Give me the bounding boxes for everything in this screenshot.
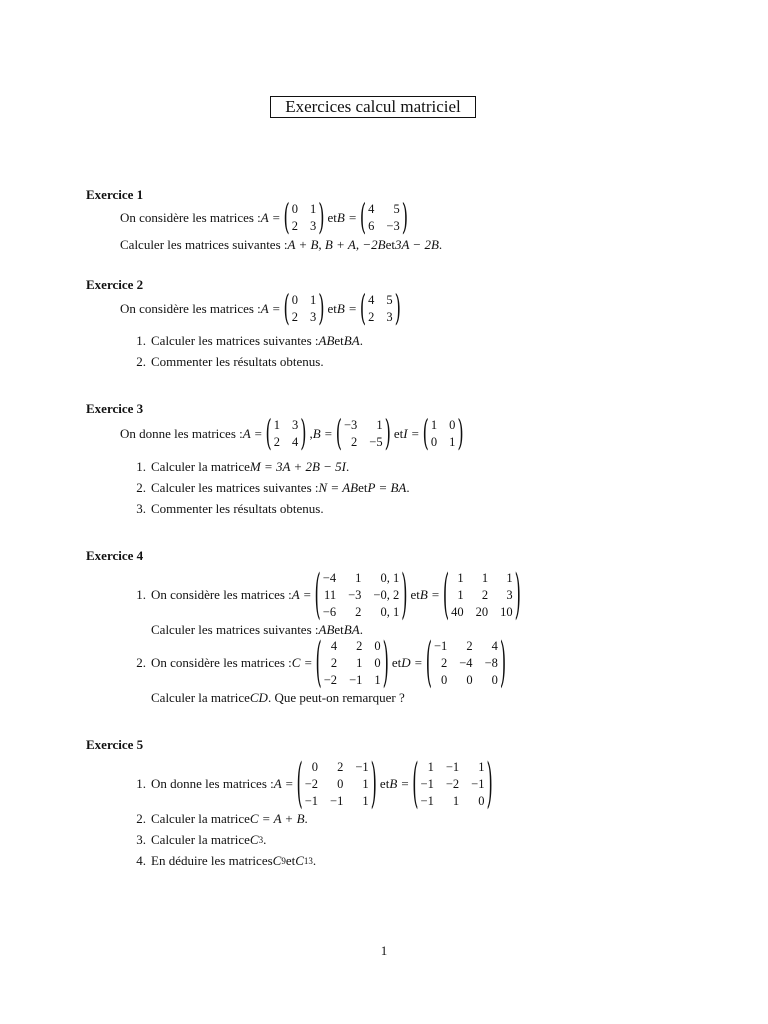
exercise-4-item-1: 1. On considère les matrices : A = ( −4 1 0, 1 11 −3 −0, 2 −6 2 0, 1 ) et B = ( 1 1 1 1 2 3 40 20 10 ) xyxy=(136,561,521,626)
matrix-cell: −4 xyxy=(459,655,473,670)
exercise-2-item-1: 1. Calculer les matrices suivantes : AB et BA . xyxy=(136,333,363,348)
exercise-3-item-1: 1. Calculer la matrice M = 3A + 2B − 5I . xyxy=(136,459,350,474)
exercise-3-item-3: 3. Commenter les résultats obtenus. xyxy=(136,501,324,516)
exercise-2-item-2: 2. Commenter les résultats obtenus. xyxy=(136,354,324,369)
matrix-cell: 4 xyxy=(330,638,338,653)
matrix-cell: −1 xyxy=(304,793,319,808)
matrix-cell: 0, 1 xyxy=(380,570,400,585)
matrix-b xyxy=(359,195,408,239)
matrix-cell: 2 xyxy=(291,310,299,324)
left-paren: ( xyxy=(359,286,367,330)
matrix-cell: 20 xyxy=(475,604,489,619)
matrix-cell: −3 xyxy=(386,219,400,233)
matrix-cell: 2 xyxy=(356,638,363,653)
exercise-5-heading: Exercice 5 xyxy=(86,737,144,752)
matrix-cell: 11 xyxy=(324,587,337,602)
matrix-cell: −0, 2 xyxy=(373,587,400,602)
matrix-cell: −1 xyxy=(330,793,344,808)
exercise-3-statement: On donne les matrices : A = ( 1 3 2 4 ) , B = ( −3 1 2 −5 ) et I = ( 1 0 0 1 ) xyxy=(120,411,464,455)
matrix-cell: 3 xyxy=(506,587,513,602)
left-paren: ( xyxy=(283,195,290,239)
exercise-5-item-2: 2. Calculer la matrice C = A + B . xyxy=(136,811,308,826)
right-paren: ) xyxy=(318,286,325,330)
matrix-cell: −1 xyxy=(471,776,485,791)
exercise-2-statement: On considère les matrices : A = ( 0 1 2 3 ) et B = ( 4 5 2 3 ) xyxy=(120,286,401,330)
exercise-3-item-2: 2. Calculer les matrices suivantes : N = AB et P = BA . xyxy=(136,480,410,495)
exercise-5-item-3: 3. Calculer la matrice C 3 . xyxy=(136,832,267,847)
page-title: Exercices calcul matriciel xyxy=(270,96,476,118)
left-paren: ( xyxy=(314,561,321,626)
matrix-cell: 1 xyxy=(452,793,460,808)
matrix-cell: 2 xyxy=(355,604,362,619)
matrix-cell: 2 xyxy=(368,310,375,324)
matrix-c xyxy=(315,629,389,694)
matrix-cell: 2 xyxy=(330,655,338,670)
matrix-cell: 2 xyxy=(337,759,344,774)
matrix-cell: 2 xyxy=(441,655,448,670)
matrix-cell: −1 xyxy=(445,759,460,774)
matrix-cell: 10 xyxy=(500,604,513,619)
matrix-cell: −2 xyxy=(445,776,460,791)
left-paren: ( xyxy=(335,411,342,455)
left-paren: ( xyxy=(412,750,419,815)
exercise-3-heading: Exercice 3 xyxy=(86,401,144,416)
right-paren: ) xyxy=(370,750,377,815)
matrix-cell: 1 xyxy=(457,570,464,585)
matrix-cell: 1 xyxy=(310,293,317,307)
right-paren: ) xyxy=(457,411,464,455)
left-paren: ( xyxy=(442,561,450,626)
exercise-1-heading: Exercice 1 xyxy=(86,187,144,202)
matrix-cell: 1 xyxy=(430,418,438,432)
matrix-b xyxy=(359,286,401,330)
matrix-cell: 1 xyxy=(355,570,362,585)
matrix-a xyxy=(265,411,307,455)
page-number: 1 xyxy=(380,943,388,958)
left-paren: ( xyxy=(296,750,303,815)
matrix-a xyxy=(283,286,325,330)
matrix-cell: 3 xyxy=(386,310,393,324)
exercise-5-item-1: 1. On donne les matrices : A = ( 0 2 −1 −2 0 1 −1 −1 1 ) et B = ( 1 −1 1 −1 −2 −1 −1 1 0 ) xyxy=(136,750,493,815)
matrix-cell: 0, 1 xyxy=(380,604,400,619)
matrix-cell: 0 xyxy=(478,793,485,808)
matrix-cell: −1 xyxy=(420,776,434,791)
matrix-cell: 1 xyxy=(457,587,464,602)
matrix-cell: 6 xyxy=(368,219,375,233)
right-paren: ) xyxy=(401,561,408,626)
matrix-cell: 3 xyxy=(310,310,317,324)
left-paren: ( xyxy=(265,411,272,455)
matrix-cell: −2 xyxy=(304,776,319,791)
matrix-b xyxy=(412,750,493,815)
right-paren: ) xyxy=(499,629,507,694)
matrix-cell: −3 xyxy=(343,418,358,432)
matrix-cell: 3 xyxy=(291,418,299,432)
matrix-cell: 1 xyxy=(362,776,369,791)
right-paren: ) xyxy=(318,195,325,239)
matrix-cell: −1 xyxy=(420,793,434,808)
matrix-cell: 4 xyxy=(368,202,375,216)
matrix-cell: 1 xyxy=(506,570,513,585)
matrix-cell: −6 xyxy=(322,604,337,619)
matrix-cell: 0 xyxy=(311,759,319,774)
matrix-cell: 40 xyxy=(451,604,464,619)
matrix-cell: 1 xyxy=(362,793,369,808)
matrix-cell: 1 xyxy=(310,202,317,216)
matrix-cell: 1 xyxy=(478,759,485,774)
left-paren: ( xyxy=(425,629,432,694)
matrix-cell: 1 xyxy=(449,435,456,449)
left-paren: ( xyxy=(359,195,367,239)
matrix-b xyxy=(335,411,391,455)
matrix-cell: 1 xyxy=(376,418,383,432)
exercise-5-item-4: 4. En déduire les matrices C 9 et C 13 . xyxy=(136,853,317,868)
matrix-cell: 0 xyxy=(337,776,344,791)
matrix-cell: 0 xyxy=(291,293,299,307)
matrix-cell: −2 xyxy=(323,672,338,687)
matrix-a xyxy=(314,561,408,626)
matrix-cell: 0 xyxy=(441,672,448,687)
matrix-i xyxy=(422,411,464,455)
matrix-cell: −1 xyxy=(433,638,448,653)
matrix-cell: 1 xyxy=(356,655,363,670)
exercise-2-heading: Exercice 2 xyxy=(86,277,144,292)
matrix-cell: −3 xyxy=(348,587,362,602)
right-paren: ) xyxy=(486,750,493,815)
exercise-4-item-1-question: Calculer les matrices suivantes : AB et BA . xyxy=(151,622,363,637)
matrix-cell: 2 xyxy=(466,638,473,653)
exercise-1-question: Calculer les matrices suivantes : A + B, B + A, −2B et 3A − 2B . xyxy=(120,237,443,252)
matrix-cell: 0 xyxy=(466,672,473,687)
matrix-cell: 0 xyxy=(491,672,498,687)
matrix-cell: 0 xyxy=(291,202,299,216)
matrix-cell: 0 xyxy=(430,435,438,449)
matrix-b xyxy=(442,561,521,626)
matrix-cell: 4 xyxy=(491,638,498,653)
matrix-cell: 2 xyxy=(291,219,299,233)
matrix-cell: −1 xyxy=(355,759,369,774)
matrix-cell: 3 xyxy=(310,219,317,233)
matrix-cell: 2 xyxy=(273,435,280,449)
left-paren: ( xyxy=(422,411,429,455)
matrix-a xyxy=(283,195,325,239)
matrix-cell: −1 xyxy=(349,672,363,687)
matrix-cell: 1 xyxy=(273,418,280,432)
matrix-cell: 1 xyxy=(427,759,434,774)
right-paren: ) xyxy=(514,561,521,626)
matrix-cell: 4 xyxy=(368,293,375,307)
matrix-cell: 5 xyxy=(393,202,400,216)
matrix-cell: 0 xyxy=(374,638,381,653)
right-paren: ) xyxy=(382,629,389,694)
right-paren: ) xyxy=(401,195,408,239)
right-paren: ) xyxy=(384,411,391,455)
matrix-cell: 0 xyxy=(374,655,381,670)
right-paren: ) xyxy=(394,286,401,330)
matrix-cell: 4 xyxy=(291,435,299,449)
matrix-d xyxy=(425,629,507,694)
exercise-1-statement: On considère les matrices : A = ( 0 1 2 3 ) et B = ( 4 5 6 −3 ) xyxy=(120,195,408,239)
matrix-cell: 1 xyxy=(374,672,381,687)
exercise-4-heading: Exercice 4 xyxy=(86,548,144,563)
matrix-cell: 1 xyxy=(481,570,489,585)
matrix-cell: 2 xyxy=(481,587,489,602)
exercise-4-item-2-question: Calculer la matrice CD . Que peut-on remarquer ? xyxy=(151,690,405,705)
matrix-cell: 5 xyxy=(386,293,393,307)
matrix-cell: 2 xyxy=(351,435,358,449)
left-paren: ( xyxy=(315,629,322,694)
left-paren: ( xyxy=(283,286,290,330)
matrix-cell: −5 xyxy=(369,435,383,449)
matrix-cell: −8 xyxy=(484,655,498,670)
right-paren: ) xyxy=(300,411,307,455)
matrix-a xyxy=(296,750,377,815)
matrix-cell: −4 xyxy=(322,570,337,585)
exercise-4-item-2: 2. On considère les matrices : C = ( 4 2 0 2 1 0 −2 −1 1 ) et D = ( −1 2 4 2 −4 −8 0 0 0 ) xyxy=(136,629,507,694)
matrix-cell: 0 xyxy=(449,418,456,432)
